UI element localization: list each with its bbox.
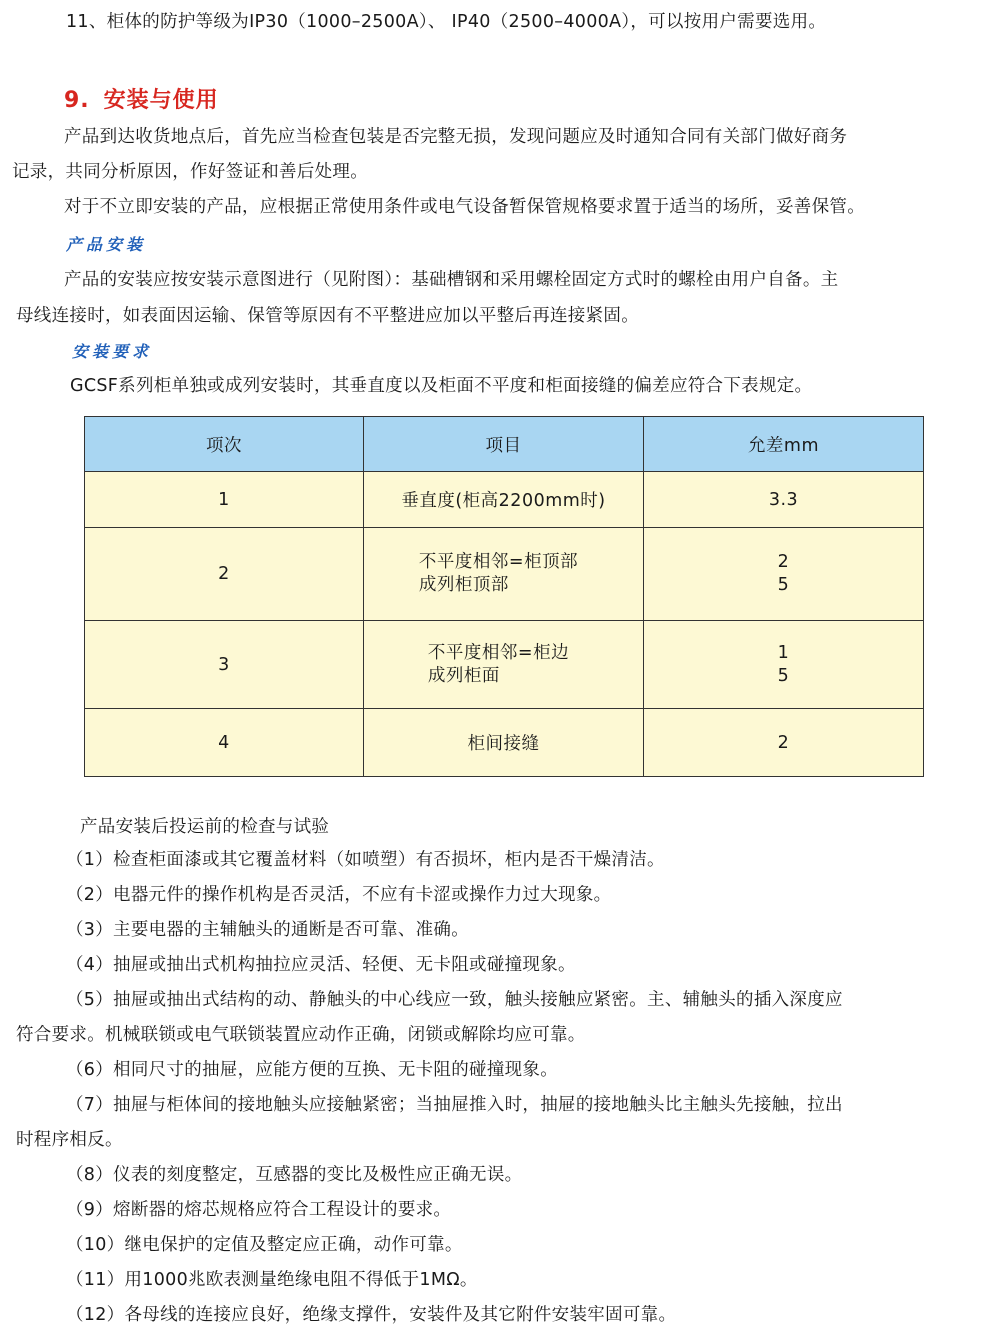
tolerance-table bbox=[84, 416, 924, 777]
cell-item: 垂直度(柜高2200mm时) bbox=[364, 472, 644, 528]
requirements-paragraph: GCSF系列柜单独或成列安装时，其垂直度以及柜面不平度和柜面接缝的偏差应符合下表规定。 bbox=[70, 376, 813, 396]
header-tolerance: 允差mm bbox=[644, 417, 924, 472]
cell-item-lines bbox=[428, 642, 569, 688]
check-item-8: （8）仪表的刻度整定，互感器的变比及极性应正确无误。 bbox=[66, 1165, 523, 1185]
cell-tolerance-line: 5 bbox=[777, 575, 790, 595]
cell-item: 柜间接缝 bbox=[364, 709, 644, 777]
cell-tolerance-line: 2 bbox=[777, 552, 790, 572]
intro-paragraph-line-2: 记录，共同分析原因，作好签证和善后处理。 bbox=[12, 162, 368, 182]
cell-tolerance-line: 5 bbox=[777, 665, 790, 686]
cell-tolerance: 2 bbox=[644, 709, 924, 777]
check-item-1: （1）检查柜面漆或其它覆盖材料（如喷塑）有否损坏，柜内是否干燥清洁。 bbox=[66, 850, 665, 870]
cell-tolerance-lines bbox=[778, 642, 790, 688]
cell-item-no: 1 bbox=[85, 472, 364, 528]
check-item-5-line-1: （5）抽屉或抽出式结构的动、静触头的中心线应一致，触头接触应紧密。主、辅触头的插入深度应 bbox=[66, 990, 843, 1010]
cell-item bbox=[364, 621, 644, 709]
table-row bbox=[85, 709, 924, 777]
subheading-install-requirements: 安装要求 bbox=[72, 342, 153, 361]
check-item-10: （10）继电保护的定值及整定应正确，动作可靠。 bbox=[66, 1235, 463, 1255]
cell-item-line: 成列柜面 bbox=[427, 665, 500, 686]
check-item-2: （2）电器元件的操作机构是否灵活，不应有卡涩或操作力过大现象。 bbox=[66, 885, 612, 905]
check-item-3: （3）主要电器的主辅触头的通断是否可靠、准确。 bbox=[66, 920, 470, 940]
subheading-product-install: 产品安装 bbox=[66, 235, 147, 254]
protection-rating-line: 11、柜体的防护等级为IP30（1000–2500A）、 IP40（2500–4000A），可以按用户需要选用。 bbox=[66, 12, 827, 32]
storage-paragraph: 对于不立即安装的产品，应根据正常使用条件或电气设备暂保管规格要求置于适当的场所，妥善保管。 bbox=[64, 197, 865, 217]
header-item: 项目 bbox=[364, 417, 644, 472]
cell-item bbox=[364, 528, 644, 621]
section-title: 安装与使用 bbox=[103, 88, 219, 113]
check-item-11: （11）用1000兆欧表测量绝缘电阻不得低于1MΩ。 bbox=[66, 1270, 478, 1290]
cell-tolerance-lines bbox=[778, 551, 790, 597]
header-item-no: 项次 bbox=[85, 417, 364, 472]
cell-item-line: 成列柜顶部 bbox=[418, 575, 509, 595]
cell-item-no: 2 bbox=[85, 528, 364, 621]
cell-tolerance-line: 1 bbox=[777, 642, 790, 663]
table-row bbox=[85, 621, 924, 709]
install-paragraph-line-2: 母线连接时，如表面因运输、保管等原因有不平整进应加以平整后再连接紧固。 bbox=[16, 306, 639, 326]
cell-tolerance bbox=[644, 621, 924, 709]
cell-item-line: 不平度相邻=柜顶部 bbox=[418, 552, 579, 572]
check-item-4: （4）抽屉或抽出式机构抽拉应灵活、轻便、无卡阻或碰撞现象。 bbox=[66, 955, 576, 975]
cell-tolerance: 3.3 bbox=[644, 472, 924, 528]
check-item-5-line-2: 符合要求。机械联锁或电气联锁装置应动作正确，闭锁或解除均应可靠。 bbox=[16, 1025, 586, 1045]
check-item-7-line-1: （7）抽屉与柜体间的接地触头应接触紧密；当抽屉推入时，抽屉的接地触头比主触头先接触，拉出 bbox=[66, 1095, 843, 1115]
check-item-12: （12）各母线的连接应良好，绝缘支撑件，安装件及其它附件安装牢固可靠。 bbox=[66, 1305, 677, 1325]
check-section-title: 产品安装后投运前的检查与试验 bbox=[80, 817, 330, 837]
section-heading bbox=[64, 83, 219, 114]
table-header-row bbox=[85, 417, 924, 472]
intro-paragraph-line-1: 产品到达收货地点后，首先应当检查包装是否完整无损，发现问题应及时通知合同有关部门做好商务 bbox=[64, 127, 848, 147]
cell-item-no: 4 bbox=[85, 709, 364, 777]
section-number: 9. bbox=[64, 88, 90, 113]
cell-item-line: 不平度相邻=柜边 bbox=[427, 642, 570, 663]
check-item-6: （6）相同尺寸的抽屉，应能方便的互换、无卡阻的碰撞现象。 bbox=[66, 1060, 559, 1080]
check-item-7-line-2: 时程序相反。 bbox=[16, 1130, 123, 1150]
table-row bbox=[85, 472, 924, 528]
cell-tolerance bbox=[644, 528, 924, 621]
cell-item-lines bbox=[419, 551, 578, 597]
cell-item-no: 3 bbox=[85, 621, 364, 709]
table-row bbox=[85, 528, 924, 621]
check-item-9: （9）熔断器的熔芯规格应符合工程设计的要求。 bbox=[66, 1200, 452, 1220]
install-paragraph-line-1: 产品的安装应按安装示意图进行（见附图）：基础槽钢和采用螺栓固定方式时的螺栓由用户自备。主 bbox=[64, 270, 839, 290]
